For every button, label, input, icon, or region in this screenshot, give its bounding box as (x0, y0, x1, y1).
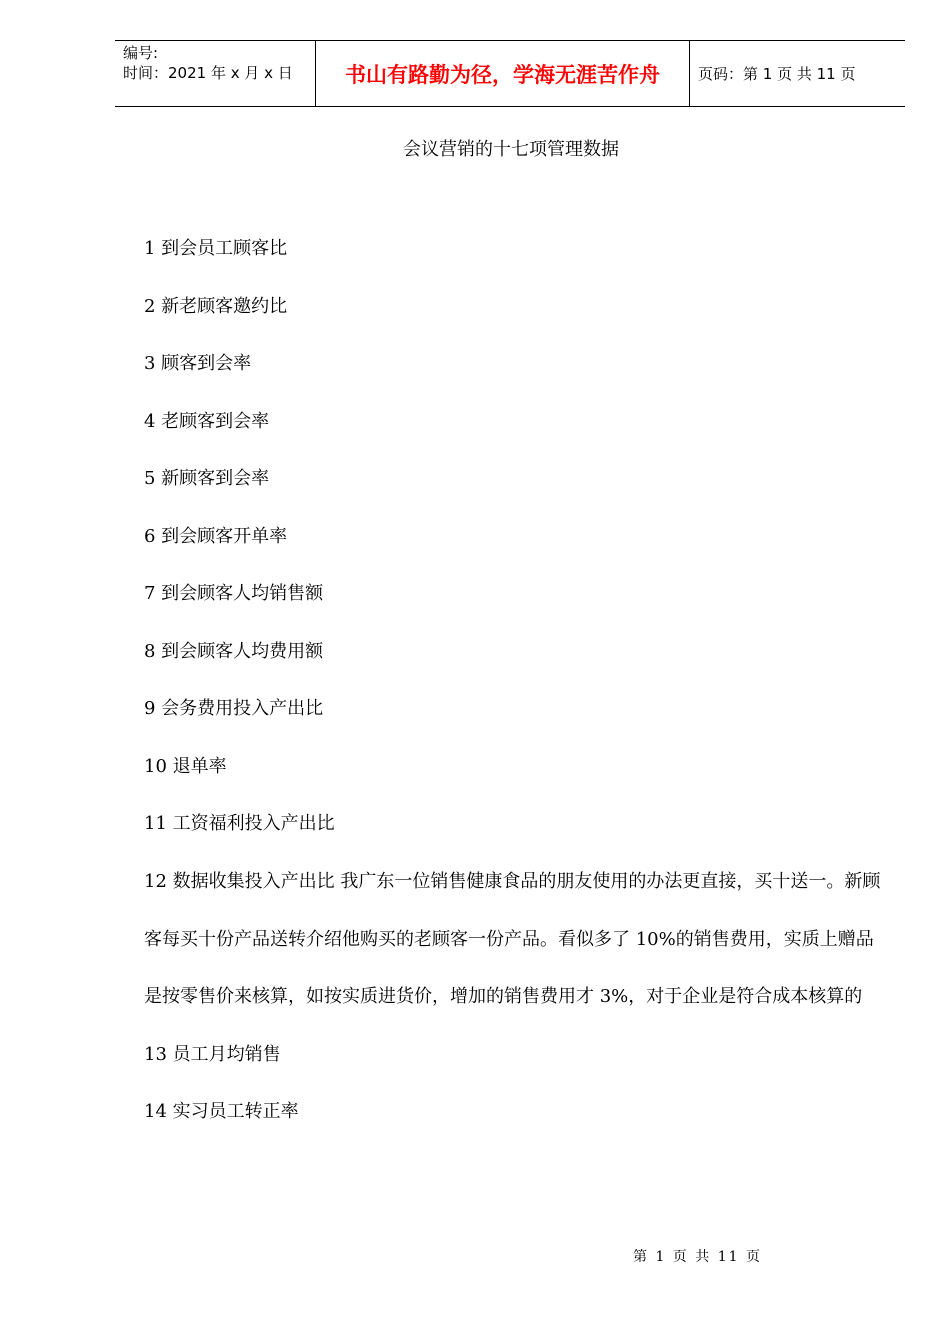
header-id-label: 编号: (123, 44, 159, 62)
document-body (144, 230, 884, 1151)
list-item: 3 顾客到会率 (144, 353, 252, 374)
document-title: 会议营销的十七项管理数据 (403, 139, 619, 160)
list-item: 10 退单率 (144, 755, 227, 777)
header-page-info: 页码：第 1 页 共 11 页 (698, 65, 856, 83)
item-12-paragraph: 12 数据收集投入产出比 我广东一位销售健康食品的朋友使用的办法更直接，买十送一。新顾客每买十份产品送转介绍他购买的老顾客一份产品。看似多了 10%的销售费用，实质上赠品是按零售价来核算，如按实质进货价，增加的销售费用才 3%，对于企业是符合成本核算的 (144, 871, 881, 1007)
list-item: 14 实习员工转正率 (144, 1101, 299, 1122)
header-time-label: 时间：2021 年 x 月 x 日 (123, 64, 293, 82)
list-item: 5 新顾客到会率 (144, 468, 270, 489)
page-header (115, 40, 905, 107)
header-motto: 书山有路勤为径，学海无涯苦作舟 (316, 41, 690, 106)
list-item: 11 工资福利投入产出比 (144, 813, 335, 834)
list-item: 1 到会员工顾客比 (144, 238, 288, 259)
list-item: 6 到会顾客开单率 (144, 525, 288, 547)
header-meta-cell (115, 41, 316, 106)
list-item: 4 老顾客到会率 (144, 410, 270, 432)
list-item: 8 到会顾客人均费用额 (144, 640, 324, 662)
list-item: 13 员工月均销售 (144, 1043, 281, 1065)
page-footer-number: 第 1 页 共 11 页 (633, 1249, 762, 1265)
list-item: 9 会务费用投入产出比 (144, 698, 324, 719)
list-item: 7 到会顾客人均销售额 (144, 583, 324, 604)
list-item: 2 新老顾客邀约比 (144, 295, 288, 317)
